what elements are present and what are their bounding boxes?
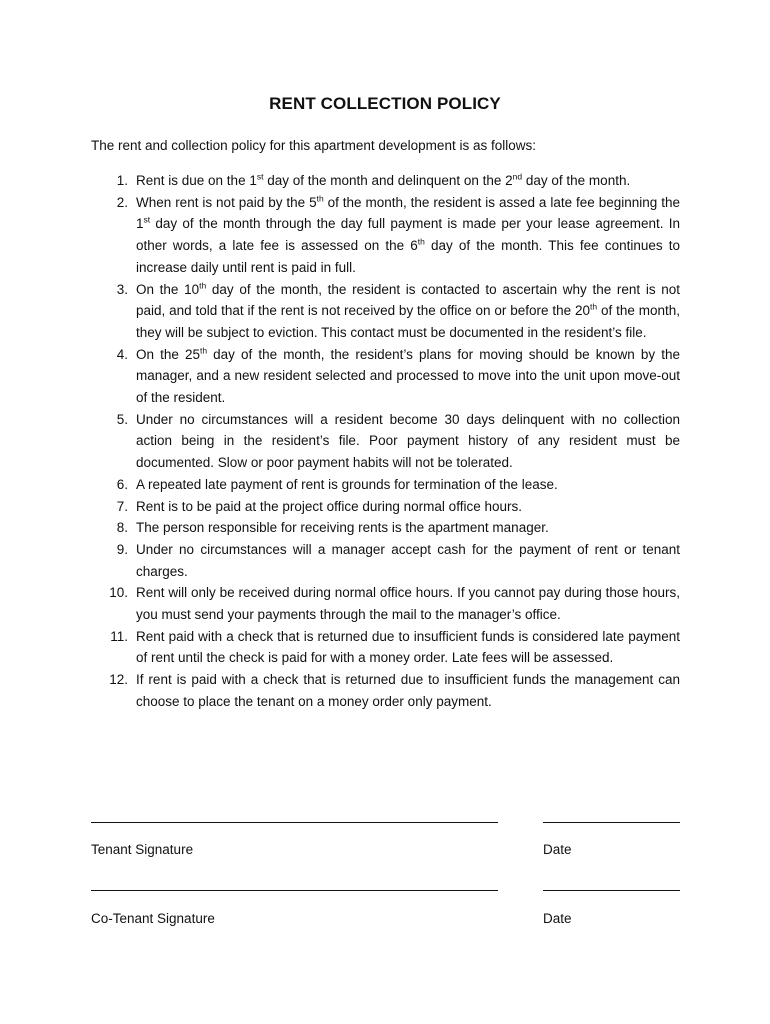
- policy-text: Under no circumstances will a resident become 30 days delinquent with no collection action being in the resident’s file. Poor payment history of any resident must be documented. Slow or poor payment habits will not be tolerated.: [136, 411, 680, 471]
- policy-number: 8.: [116, 520, 128, 536]
- policy-list: [91, 170, 680, 713]
- policy-text: Rent is to be paid at the project office during normal office hours.: [136, 498, 522, 514]
- policy-number: 6.: [116, 476, 128, 492]
- policy-item: [91, 517, 680, 539]
- policy-text: On the 25: [136, 346, 200, 362]
- policy-text: Rent will only be received during normal office hours. If you cannot pay during those hours, you must send your payments through the mail to the manager’s office.: [136, 585, 680, 623]
- policy-number: 1.: [116, 173, 128, 188]
- policy-text: day of the month through the day full payment is made per your lease agreement. In other words, a late fee is assessed on the 6: [136, 216, 680, 254]
- policy-text: day of the month and delinquent on the 2: [263, 173, 513, 188]
- cotenant-signature-line[interactable]: [91, 890, 498, 891]
- policy-item: [91, 474, 680, 496]
- policy-number: 7.: [116, 498, 128, 514]
- policy-text: of the month, the resident is assed a late fee beginning the 1: [136, 194, 680, 232]
- tenant-date-line[interactable]: [543, 822, 680, 823]
- ordinal-suffix: st: [143, 214, 151, 225]
- policy-number: 2.: [116, 194, 128, 210]
- ordinal-suffix: th: [316, 193, 324, 204]
- policy-number: 5.: [116, 411, 128, 427]
- policy-item: [91, 170, 680, 192]
- policy-item: [91, 192, 680, 279]
- policy-text: Rent paid with a check that is returned due to insufficient funds is considered late payment of rent until the check is paid for with a money order. Late fees will be assessed.: [136, 628, 680, 666]
- cotenant-date-line[interactable]: [543, 890, 680, 891]
- tenant-signature-label: Tenant Signature: [91, 842, 194, 857]
- policy-text: day of the month.: [522, 173, 631, 188]
- ordinal-suffix: th: [417, 236, 425, 247]
- policy-text: If rent is paid with a check that is returned due to insufficient funds the management can choose to place the tenant on a money order only payment.: [136, 672, 680, 709]
- tenant-date-label: Date: [543, 842, 572, 857]
- policy-item: [91, 582, 680, 625]
- policy-item: [91, 496, 680, 518]
- policy-item: [91, 626, 680, 669]
- policy-number: 12.: [109, 672, 128, 688]
- policy-text: Under no circumstances will a manager accept cash for the payment of rent or tenant charges.: [136, 541, 680, 579]
- policy-item: [91, 669, 680, 712]
- ordinal-suffix: th: [590, 301, 598, 312]
- policy-item: [91, 279, 680, 344]
- policy-text: A repeated late payment of rent is grounds for termination of the lease.: [136, 476, 558, 492]
- intro-text: The rent and collection policy for this apartment development is as follows:: [91, 138, 536, 153]
- cotenant-date-label: Date: [543, 911, 572, 926]
- policy-item: [91, 409, 680, 474]
- policy-number: 4.: [116, 346, 128, 362]
- policy-text: Rent is due on the 1: [136, 173, 257, 188]
- policy-number: 11.: [110, 628, 128, 644]
- policy-number: 10.: [109, 585, 128, 601]
- ordinal-suffix: th: [199, 345, 208, 356]
- policy-text: When rent is not paid by the 5: [136, 194, 317, 210]
- policy-text: day of the month, the resident’s plans for moving should be known by the manager, and a new resident selected and processed to move into the unit upon move-out of the resident.: [136, 346, 680, 406]
- ordinal-suffix: nd: [512, 171, 523, 182]
- policy-text: The person responsible for receiving rents is the apartment manager.: [136, 520, 549, 536]
- policy-text: day of the month. This fee continues to increase daily until rent is paid in full.: [136, 238, 680, 275]
- page-title: RENT COLLECTION POLICY: [269, 94, 501, 113]
- policy-number: 9.: [116, 541, 128, 557]
- policy-text: day of the month, the resident is contacted to ascertain why the rent is not paid, and told that if the rent is not received by the office on or before the 20: [136, 281, 681, 319]
- cotenant-signature-label: Co-Tenant Signature: [91, 911, 215, 926]
- ordinal-suffix: th: [199, 280, 207, 291]
- policy-item: [91, 539, 680, 582]
- policy-text: of the month, they will be subject to eviction. This contact must be documented in the resident’s file.: [136, 303, 680, 340]
- policy-item: [91, 344, 680, 409]
- ordinal-suffix: st: [256, 171, 264, 182]
- policy-text: On the 10: [136, 281, 200, 297]
- policy-number: 3.: [116, 281, 128, 297]
- tenant-signature-line[interactable]: [91, 822, 498, 823]
